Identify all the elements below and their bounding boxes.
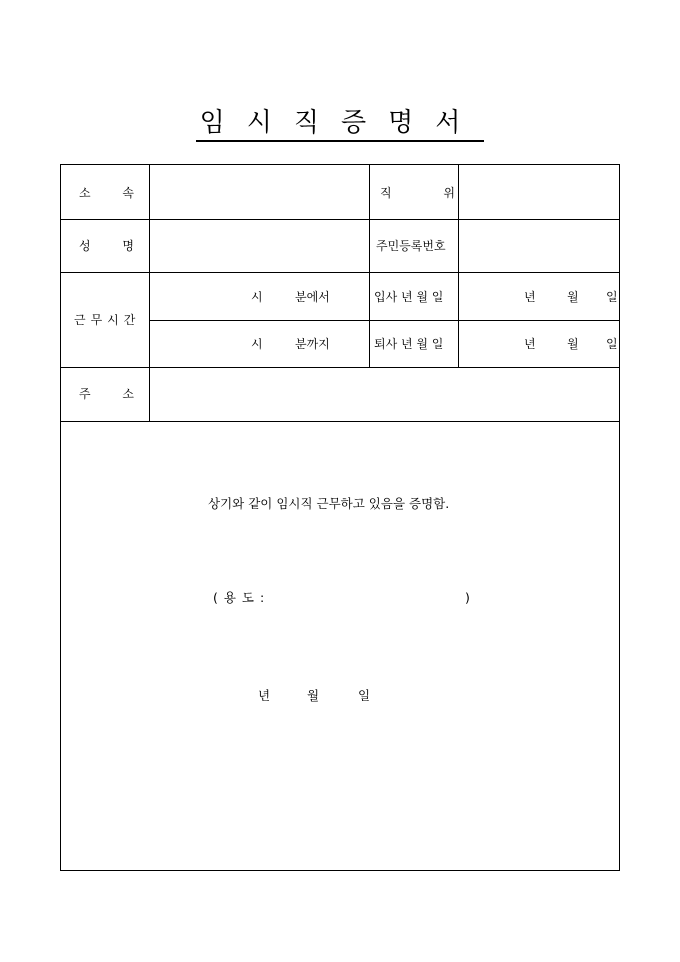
issue-day-unit: 일 xyxy=(358,688,371,703)
column-divider xyxy=(149,165,150,421)
certificate-form xyxy=(60,164,620,871)
document-title-text: 임시직증명서 xyxy=(196,108,485,142)
column-divider xyxy=(458,165,459,367)
issue-year-unit: 년 xyxy=(258,688,271,703)
purpose-close: ) xyxy=(465,590,470,605)
work-hours-label: 근무시간 xyxy=(74,313,141,327)
hire-day-unit: 일 xyxy=(606,290,618,304)
affiliation-field[interactable] xyxy=(151,166,368,218)
row-divider xyxy=(150,320,619,321)
row-divider xyxy=(61,367,619,368)
leave-year-unit: 년 xyxy=(524,337,536,351)
row-divider xyxy=(61,421,619,422)
hire-year-unit: 년 xyxy=(524,290,536,304)
purpose-open: ( 용 도 : xyxy=(213,590,266,605)
affiliation-label: 소 속 xyxy=(79,186,134,200)
end-minute-suffix: 분까지 xyxy=(295,337,330,351)
issue-month-unit: 월 xyxy=(307,688,320,703)
resident-number-label: 주민등록번호 xyxy=(376,239,446,253)
row-divider xyxy=(61,272,619,273)
position-field[interactable] xyxy=(460,166,618,218)
leave-day-unit: 일 xyxy=(606,337,618,351)
start-minute-suffix: 분에서 xyxy=(295,290,330,304)
hire-month-unit: 월 xyxy=(567,290,579,304)
row-divider xyxy=(61,219,619,220)
name-field[interactable] xyxy=(151,221,368,271)
hire-date-label: 입사 년 월 일 xyxy=(374,290,444,304)
end-hour-unit: 시 xyxy=(251,337,263,351)
resident-number-field[interactable] xyxy=(460,221,618,271)
certification-statement: 상기와 같이 임시직 근무하고 있음을 증명함. xyxy=(208,496,450,511)
leave-month-unit: 월 xyxy=(567,337,579,351)
name-label: 성 명 xyxy=(79,239,134,253)
address-field[interactable] xyxy=(151,369,618,420)
address-label: 주 소 xyxy=(79,387,134,401)
start-hour-unit: 시 xyxy=(251,290,263,304)
position-label: 직 위 xyxy=(380,186,455,200)
document-title xyxy=(0,108,680,142)
leave-date-label: 퇴사 년 월 일 xyxy=(374,337,444,351)
purpose-field[interactable] xyxy=(279,587,461,609)
column-divider xyxy=(369,165,370,367)
